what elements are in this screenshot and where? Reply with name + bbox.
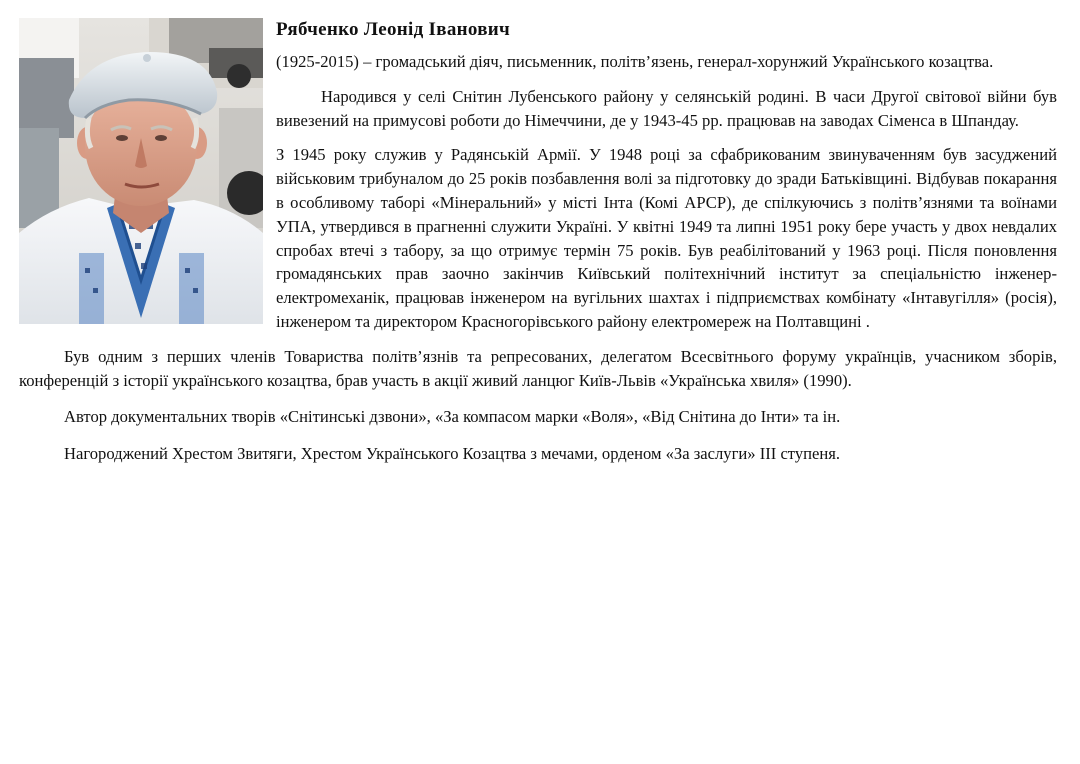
paragraph-birth: Народився у селі Снітин Лубенського району у селянській родині. В часи Другої світової війни був вивезений на примусові роботи до Німеччини, де у 1943-45 рр. працював на заводах Сіменса в Шпандау. (276, 86, 1057, 130)
paragraph-works: Автор документальних творів «Снітинські дзвони», «За компасом марки «Воля», «Від Снітина до Інти» та ін. (64, 407, 841, 427)
portrait-photo (19, 18, 263, 324)
paragraph-awards: Нагороджений Хрестом Звитяги, Хрестом Українського Козацтва з мечами, орденом «За заслуги» ІІІ ступеня. (64, 444, 841, 464)
biography-page (19, 18, 1057, 466)
paragraph-army-imprisonment: З 1945 року служив у Радянській Армії. У 1948 році за сфабрикованим звинуваченням був засуджений військовим трибуналом до 25 років позбавлення волі за підготовку до зради Батьківщині. Відбував покарання в особливому таборі «Мінеральний» у місті Інта (Комі АРСР), де спілкуючись з політв’язнями та воїнами УПА, утвердився в прагненні служити Україні. У квітні 1949 та липні 1951 року бере участь у двох невдалих спробах втечі з табору, за що отримує термін 75 років. Був реабілітований у 1963 році. Після поновлення громадянських прав заочно закінчив Київський політехнічний інститут за спеціальністю інженер-електромеханік, працював інженером на вугільних шахтах і підприємствах комбінату «Інтавугілля» (росія), інженером та директором Красногорівського району електромереж на Полтавщині . (276, 145, 1057, 331)
paragraph-membership: Був одним з перших членів Товариства політв’язнів та репресованих, делегатом Всесвітнього форуму українців, учасником зборів, конференцій з історії українського козацтва, брав участь в акції живий ланцюг Київ-Львів «Українська хвиля» (1990). (19, 346, 1057, 390)
person-name-heading: Рябченко Леонід Іванович (276, 19, 511, 40)
paragraph-lifespan: (1925-2015) – громадський діяч, письменник, політв’язень, генерал-хорунжий Українського козацтва. (276, 52, 994, 71)
